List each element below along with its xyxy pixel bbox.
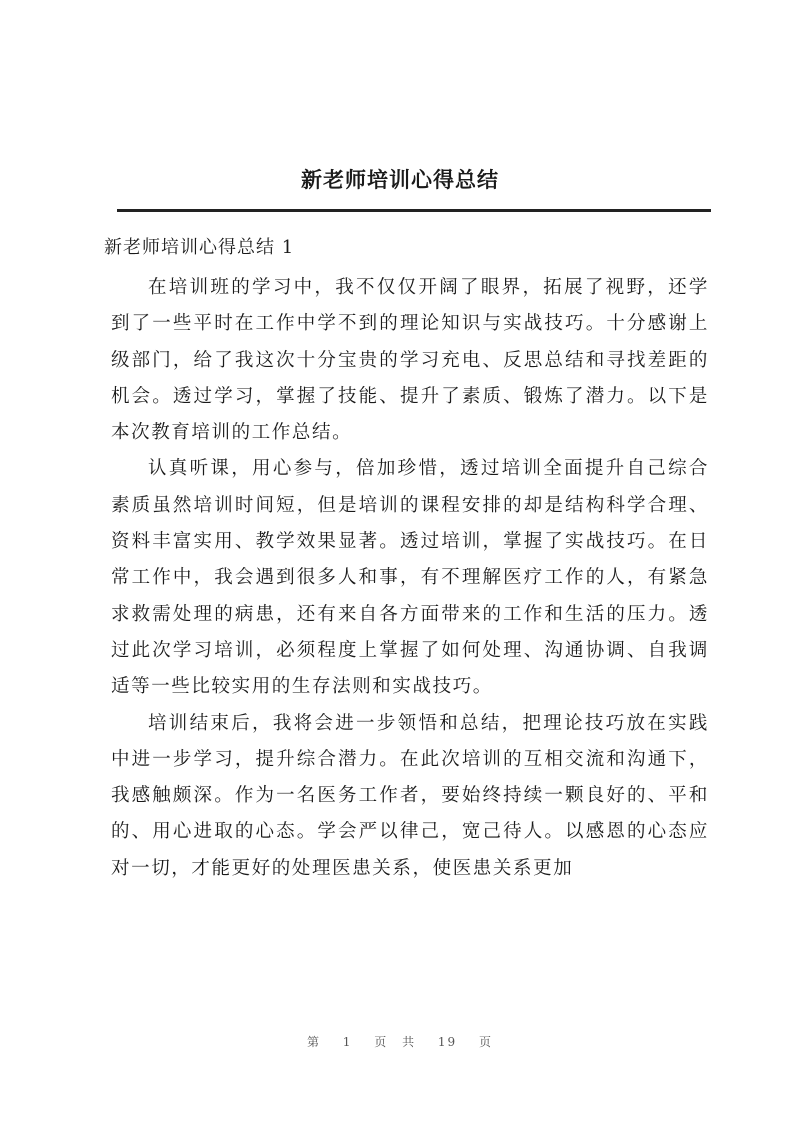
title-divider [117,209,711,212]
footer-middle: 页 共 [374,1035,417,1049]
paragraph-1: 在培训班的学习中，我不仅仅开阔了眼界，拓展了视野，还学到了一些平时在工作中学不到的理论知识与实战技巧。十分感谢上级部门，给了我这次十分宝贵的学习充电、反思总结和寻找差距的机会。透过学习，掌握了技能、提升了素质、锻炼了潜力。以下是本次教育培训的工作总结。 [111,277,709,444]
body-text [111,270,709,887]
page-footer [0,1033,800,1050]
section-heading: 新老师培训心得总结 1 [104,237,295,258]
footer-suffix: 页 [479,1035,494,1049]
footer-page-number: 1 [342,1035,353,1049]
document-title: 新老师培训心得总结 [301,167,499,192]
paragraph-2: 认真听课，用心参与，倍加珍惜，透过培训全面提升自己综合素质虽然培训时间短，但是培训的课程安排的却是结构科学合理、资料丰富实用、教学效果显著。透过培训，掌握了实战技巧。在日常工作中，我会遇到很多人和事，有不理解医疗工作的人，有紧急求救需处理的病患，还有来自各方面带来的工作和生活的压力。透过此次学习培训，必须程度上掌握了如何处理、沟通协调、自我调适等一些比较实用的生存法则和实战技巧。 [111,458,709,698]
footer-total-pages: 19 [437,1035,458,1049]
paragraph-3: 培训结束后，我将会进一步领悟和总结，把理论技巧放在实践中进一步学习，提升综合潜力。在此次培训的互相交流和沟通下，我感触颇深。作为一名医务工作者，要始终持续一颗良好的、平和的、用心进取的心态。学会严以律己，宽己待人。以感恩的心态应对一切，才能更好的处理医患关系，使医患关系更加 [111,712,709,879]
footer-prefix: 第 [306,1035,321,1049]
